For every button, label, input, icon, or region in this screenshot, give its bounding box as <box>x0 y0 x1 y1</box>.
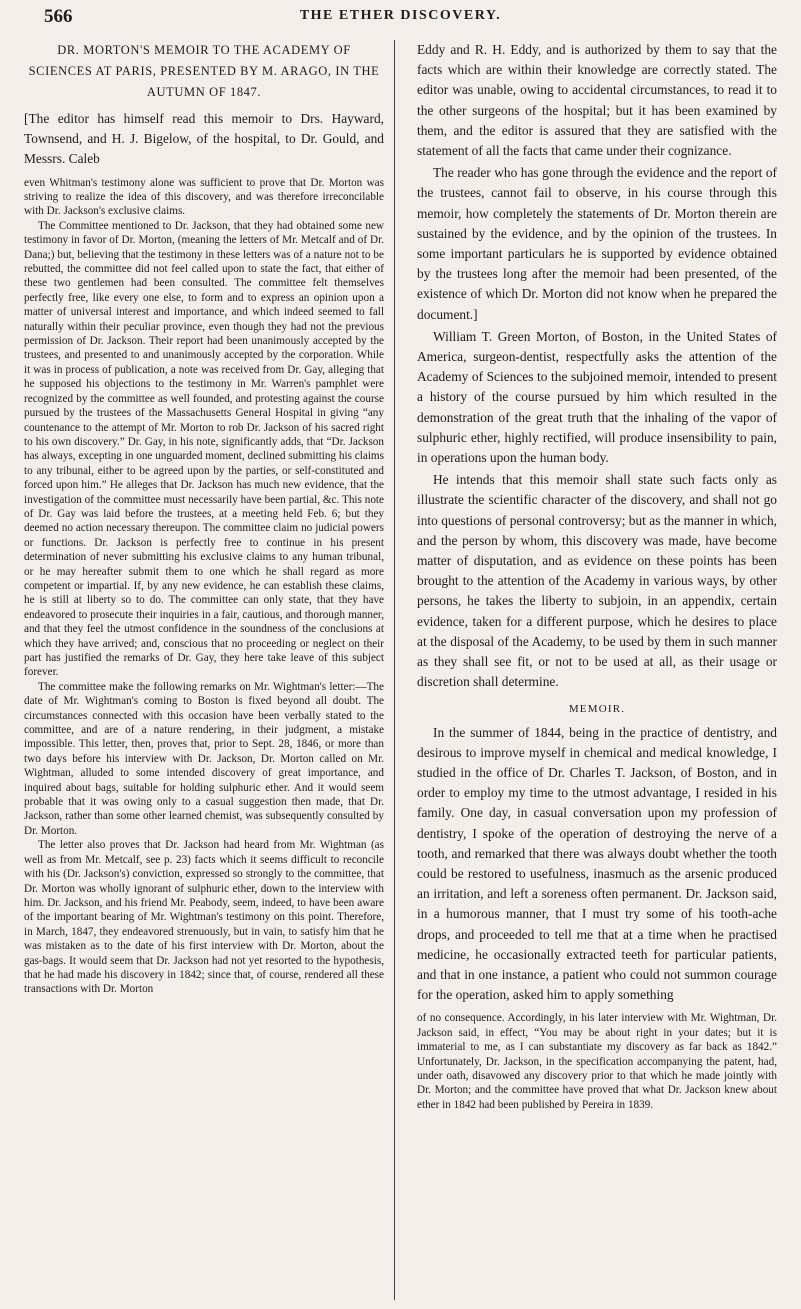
committee-notes <box>24 176 384 997</box>
memoir-heading: DR. MORTON'S MEMOIR TO THE ACADEMY OF SCIENCES AT PARIS, PRESENTED BY M. ARAGO, IN THE AUTUMN OF 1847. <box>28 43 380 99</box>
right-column <box>417 40 777 1300</box>
running-head: THE ETHER DISCOVERY. <box>299 8 502 23</box>
note-paragraph: even Whitman's testimony alone was sufficient to prove that Dr. Morton was striving to realize the idea of this discovery, and was therefore irreconcilable with Dr. Jackson's exclusive claims. <box>24 176 384 218</box>
note-paragraph: The Committee mentioned to Dr. Jackson, that they had obtained some new testimony in favor of Dr. Morton, (meaning the letters of Mr. Metcalf and of Dr. Dana;) but, believing that the testimony in these letters was of a nature not to be rebutted, the committee did not feel called upon to state the fact, that either of these two gentlemen had been consulted. The committee felt themselves perfectly free, like every one else, to form and to express an opinion upon a matter of universal interest and importance, and which indeed seemed to fall naturally within their peculiar province, even though they had not the previous permission of Dr. Jackson. Their report had been unanimously accepted by the trustees, and presented to and unanimously accepted by the corporation. While it was in process of publication, a note was received from Dr. Gay, alleging that he supposed his objections to the testimony in Mr. Warren's pamphlet were recognized by the committee as well founded, and protesting against the course pursued by the trustees of the Massachusetts General Hospital in giving “any countenance to the attempt of Mr. Morton to rob Dr. Jackson of his sacred right to his own discovery.” Dr. Gay, in his note, significantly adds, that “Dr. Jackson has always, excepting in one unguarded moment, declined submitting his claims to any tribunal, either to be agreed upon by the parties, or self-constituted and forced upon him.” He alleges that Dr. Jackson has much new evidence, that the investigation of the committee must necessarily have been partial, &c. This note of Dr. Gay was laid before the trustees, at a meeting held Feb. 6; but they deemed no action necessary thereupon. The committee claim no judicial powers or functions. Dr. Jackson is perfectly free to continue in his present determination of never submitting his exclusive claims to any human tribunal, or he may hereafter submit them to one which he shall regard as more competent or impartial. If, by any new evidence, he can establish these claims, he is still at liberty so to do. The committee can only state, that they have endeavored to prosecute their inquiries in a fair, cautious, and thorough manner, and that they feel the utmost confidence in the soundness of the conclusions at which they have arrived; and, conscious that no proceeding or neglect on their part has justified the remarks of Dr. Gay, they here take leave of this subject forever. <box>24 219 384 679</box>
left-column <box>24 40 395 1300</box>
page-header <box>24 0 777 40</box>
note-paragraph: The letter also proves that Dr. Jackson had heard from Mr. Wightman (as well as from Mr. Metcalf, see p. 23) facts which it seems difficult to reconcile with his (Dr. Jackson's) conviction, expressed so strongly to the committee, that Dr. Morton was wholly ignorant of sulphuric ether, down to the interview with him. Dr. Jackson, and his friend Mr. Peabody, seem, indeed, to have been aware of the important bearing of Mr. Wightman's testimony on this point. Therefore, in March, 1847, they endeavored strenuously, but in vain, to satisfy him that he was mistaken as to the date of his first interview with Dr. Morton, about the gas-bags. It would seem that Dr. Jackson had not yet resorted to the hypothesis, that he had made his discovery in 1842; since that, of course, rendered all these transactions with Dr. Morton <box>24 839 384 996</box>
page-number: 566 <box>44 6 73 27</box>
body-paragraph: William T. Green Morton, of Boston, in the United States of America, surgeon-dentist, respectfully asks the attention of the Academy of Sciences to the subjoined memoir, intended to present a history of the course pursued by him which resulted in the demonstration of the great truth that the inhaling of the vapor of sulphuric ether, highly rectified, will produce insensibility to pain, in operations upon the human body. <box>417 328 777 466</box>
closing-note: of no consequence. Accordingly, in his later interview with Mr. Wightman, Dr. Jackson said, in effect, “You may be about right in your dates; but it is immaterial to me, as I can substantiate my discovery as far back as 1842.” Unfortunately, Dr. Jackson, in the specification accompanying the patent, had, under oath, disavowed any discovery prior to that which he made jointly with Dr. Morton; and the committee have proved that what Dr. Jackson knew about ether in 1842 had been published by Pereira in 1839. <box>417 1012 777 1111</box>
body-paragraph: Eddy and R. H. Eddy, and is authorized by them to say that the facts which are within their knowledge are correctly stated. The editor was unable, owing to accidental circumstances, to read it to the other surgeons of the hospital; but it has been examined by them, and the editor is assured that they are satisfied with the statement of all the facts that came under their cognizance. <box>417 42 777 159</box>
memoir-paragraph: In the summer of 1844, being in the practice of dentistry, and desirous to improve myself in chemical and medical knowledge, I studied in the office of Dr. Charles T. Jackson, of Boston, and in order to employ my time to the utmost advantage, I resided in his family. One day, in casual conversation upon my profession of dentistry, I spoke of the operation of destroying the nerve of a tooth, and remarked that there was always doubt whether the tooth could be restored to usefulness, inasmuch as the arsenic produced an irritation, and left a soreness often permanent. Dr. Jackson said, in a humorous manner, that I must try some of his tooth-ache drops, and proceeded to tell me that at a time when he practised medicine, he occasionally extracted teeth for particular patients, and that in one instance, a patient who could not summon courage for the operation, asked him to apply something <box>417 724 777 1003</box>
two-column-body <box>24 40 777 1300</box>
body-paragraph: He intends that this memoir shall state such facts only as illustrate the scientific character of the discovery, and shall not go into questions of personal controversy; but as the manner in which, and the person by whom, this discovery was made, have become matter of disputation, and as evidence on these points has been brought to the attention of the Academy in various ways, by other persons, he takes the liberty to subjoin, in an appendix, certain evidence, taken for a different purpose, which he desires to place at the disposal of the Academy, to be used by them in such manner as they shall see fit, or not to be used at all, as their usage or discretion shall determine. <box>417 472 777 690</box>
note-paragraph: The committee make the following remarks on Mr. Wightman's letter:—The date of Mr. Wightman's coming to Boston is fixed beyond all doubt. The circumstances connected with this occasion have been verbally stated to the committee, and are of a nature rendering, in their judgment, a mistake impossible. This letter, then, proves that, prior to Sept. 28, 1846, or more than two days before his interview with Dr. Jackson, Dr. Morton called on Mr. Wightman, alluded to some intended discovery of great importance, and inquired about bags, suitable for holding sulphuric ether. And it would seem probable that it was owing only to a casual suggestion then made, that Dr. Jackson, rather than some other learned chemist, was subsequently consulted by Dr. Morton. <box>24 680 384 837</box>
body-paragraph: The reader who has gone through the evidence and the report of the trustees, cannot fail to observe, in his course through this memoir, how completely the statements of Dr. Morton therein are sustained by the evidence, and by the opinion of the trustees. In some important particulars he is supported by evidence obtained by the trustees long after the memoir had been presented, of the existence of which Dr. Morton did not know when he prepared the document.] <box>417 165 777 322</box>
editor-note: [The editor has himself read this memoir to Drs. Hayward, Townsend, and H. J. Bigelow, of the hospital, to Dr. Gould, and Messrs. Caleb <box>24 111 384 167</box>
memoir-title: MEMOIR. <box>568 702 626 715</box>
